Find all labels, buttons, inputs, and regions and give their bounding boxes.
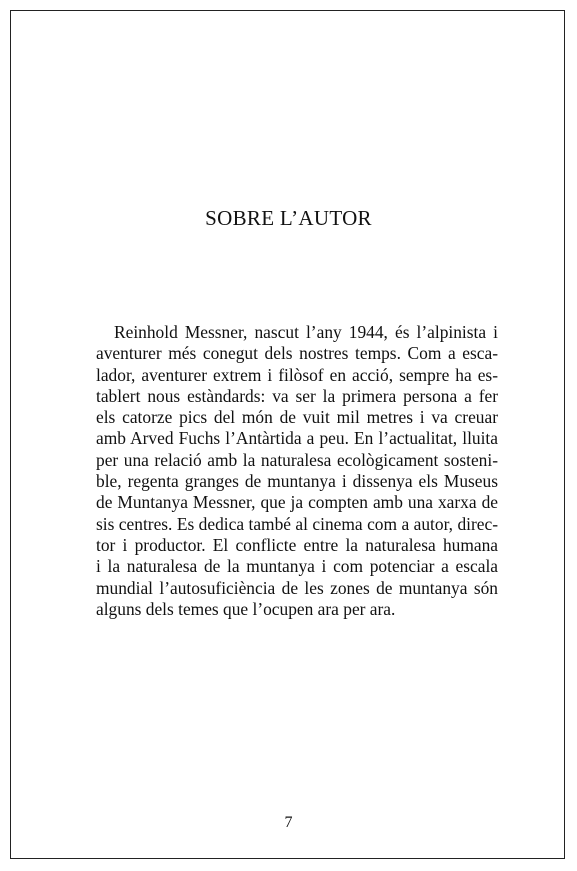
paragraph-line: de Muntanya Messner, que ja compten amb una xarxa de [96, 492, 498, 513]
paragraph-line: mundial l’autosuficiència de les zones de muntanya són [96, 577, 498, 598]
paragraph-line: lador, aventurer extrem i filòsof en acció, sempre ha es- [96, 364, 498, 385]
paragraph-line: ble, regenta granges de muntanya i dissenya els Museus [96, 471, 498, 492]
paragraph-line: amb Arved Fuchs l’Antàrtida a peu. En l’actualitat, lluita [96, 428, 498, 449]
paragraph-line: sis centres. Es dedica també al cinema com a autor, direc- [96, 513, 498, 534]
paragraph-line: aventurer més conegut dels nostres temps. Com a esca- [96, 343, 498, 364]
author-bio-paragraph [96, 322, 498, 620]
paragraph-line: Reinhold Messner, nascut l’any 1944, és l’alpinista i [114, 322, 498, 342]
paragraph-line: els catorze pics del món de vuit mil metres i va creuar [96, 407, 498, 428]
paragraph-line: tablert nous estàndards: va ser la primera persona a fer [96, 385, 498, 406]
paragraph-line: i la naturalesa de la muntanya i com potenciar a escala [96, 556, 498, 577]
paragraph-line: tor i productor. El conflicte entre la naturalesa humana [96, 534, 498, 555]
page-title: SOBRE L’AUTOR [205, 206, 372, 230]
paragraph-line: per una relació amb la naturalesa ecològicament sosteni- [96, 449, 498, 470]
page-number: 7 [284, 814, 293, 831]
paragraph-line: alguns dels temes que l’ocupen ara per ara. [96, 598, 396, 619]
